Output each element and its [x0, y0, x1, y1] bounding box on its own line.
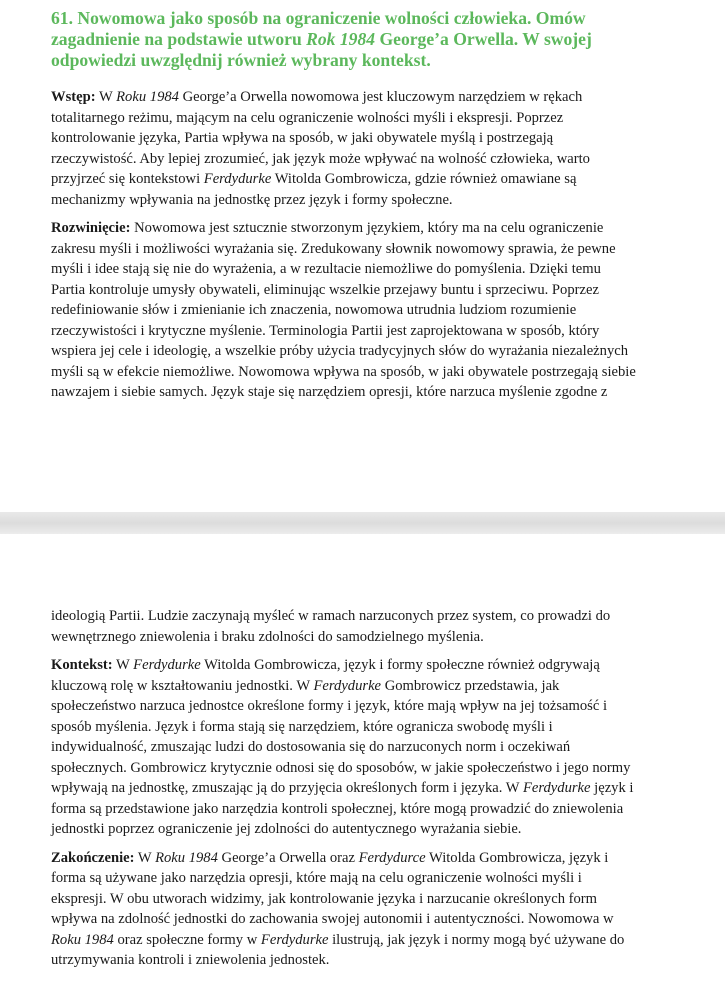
italic-title-text: Ferdydurce: [358, 849, 426, 866]
text-run: rzeczywistości i krytyczne myślenie. Terminologia Partii jest zaprojektowana w sposób, który: [51, 322, 600, 339]
text-run: Witolda Gombrowicza, język i formy społeczne również odgrywają: [200, 657, 600, 673]
text-line: [51, 717, 677, 738]
paragraph: [51, 655, 677, 840]
text-run: W: [112, 657, 134, 673]
text-run: ekspresji. W obu utworach widzimy, jak kontrolowanie języka i narzucanie określonych form: [51, 890, 598, 907]
text-run: forma są używane jako narzędzia opresji, które mają na celu ograniczenie wolności myśli i: [51, 870, 582, 886]
text-run: sposób myślenia. Język i forma stają się narzędziem, które ogranicza swobodę myśli i: [51, 718, 553, 735]
text-line: [51, 868, 677, 889]
page-separator: [0, 512, 725, 534]
text-line: [51, 950, 677, 971]
text-run: kluczową rolę w kształtowaniu jednostki. W: [51, 677, 314, 694]
text-line: [51, 341, 677, 362]
text-run: Partia kontroluje umysły obywateli, eliminując wszelkie przejawy buntu i sprzeciwu. Poprzez: [51, 281, 599, 298]
text-run: Gombrowicz przedstawia, jak: [381, 677, 560, 694]
text-run: oraz społeczne formy w: [113, 931, 261, 948]
text-run: społecznych. Gombrowicz krytycznie odnosi się do sposobów, w jakie społeczeństwo i jego normy: [51, 759, 631, 776]
text-run: redefiniowanie słów i zmienianie ich znaczenia, nowomowa utrudnia ludziom rozumienie: [51, 302, 577, 318]
title-line: [51, 50, 677, 71]
text-run: totalitarnego reżimu, mającym na celu ograniczenie wolności myśli i ekspresji. Poprzez: [51, 109, 564, 126]
italic-title-text: Roku 1984: [51, 931, 114, 948]
text-line: [51, 799, 677, 820]
text-run: nawzajem i siebie samych. Język staje się narzędziem opresji, które narzuca myślenie zgodne z: [51, 384, 608, 400]
text-run: Nowomowa jest sztucznie stworzonym językiem, który ma na celu ograniczenie: [130, 220, 604, 236]
text-run: George’a Orwella. W swojej: [375, 29, 592, 49]
text-run: myśli i idee stają się nie do wyrażenia, a w rezultacie niemożliwe do pomyślenia. Dzięki temu: [51, 261, 601, 277]
text-run: Witolda Gombrowicza, gdzie również omawiane są: [271, 171, 577, 187]
text-run: utrzymywania kontroli i zniewolenia jednostek.: [51, 952, 330, 968]
text-run: odpowiedzi uwzględnij również wybrany kontekst.: [51, 50, 431, 70]
text-line: [51, 737, 677, 758]
text-run: mechanizmy wpływania na jednostkę przez język i formy społeczne.: [51, 191, 453, 208]
text-line: [51, 778, 677, 799]
text-run: indywidualność, zmuszając ludzi do dostosowania się do narzuconych norm i oczekiwań: [51, 739, 571, 755]
paragraph: [51, 87, 677, 210]
italic-title-text: Ferdydurke: [133, 657, 201, 673]
text-run: George’a Orwella nowomowa jest kluczowym narzędziem w rękach: [178, 89, 583, 105]
text-line: [51, 239, 677, 260]
page-2-paragraphs: [51, 606, 677, 971]
section-label: Wstęp:: [51, 89, 96, 105]
text-run: język i: [590, 780, 634, 796]
text-run: zagadnienie na podstawie utworu: [51, 29, 307, 49]
italic-title-text: Ferdydurke: [203, 171, 272, 187]
text-line: [51, 889, 677, 910]
text-line: [51, 128, 677, 149]
paragraph: [51, 218, 677, 403]
text-line: [51, 362, 677, 383]
text-line: [51, 321, 677, 342]
text-line: [51, 87, 677, 108]
text-run: przyjrzeć się kontekstowi: [51, 171, 204, 187]
text-line: [51, 848, 677, 869]
text-line: [51, 190, 677, 211]
title-line: [51, 29, 677, 50]
italic-title-text: Ferdydurke: [522, 780, 591, 796]
text-line: [51, 696, 677, 717]
text-line: [51, 655, 677, 676]
paragraph: [51, 606, 677, 647]
text-run: W: [134, 849, 156, 866]
italic-title-text: Roku 1984: [155, 849, 218, 866]
text-line: [51, 169, 677, 190]
text-run: George’a Orwella oraz: [217, 849, 359, 866]
question-title: [51, 8, 677, 71]
text-run: wpływają na jednostkę, zmuszając ją do przyjęcia określonych form i języka. W: [51, 780, 523, 796]
text-line: [51, 108, 677, 129]
text-run: forma są przedstawione jako narzędzia kontroli społecznej, które mogą prowadzić do zniewolenia: [51, 800, 624, 817]
section-label: Rozwinięcie:: [51, 220, 131, 236]
text-line: [51, 280, 677, 301]
text-run: kontrolowanie języka, Partia wpływa na sposób, w jaki obywatele myślą i postrzegają: [51, 130, 554, 146]
text-line: [51, 300, 677, 321]
text-line: [51, 627, 677, 648]
text-run: wspiera jej cele i ideologię, a wszelkie próby użycia tradycyjnych słów do wyrażania niezależnych: [51, 343, 629, 359]
text-run: jednostki poprzez ograniczenie jej zdolności do autentycznego wyrażania siebie.: [51, 821, 522, 837]
text-line: [51, 758, 677, 779]
text-line: [51, 382, 677, 403]
text-line: [51, 606, 677, 627]
text-run: wpływa na zdolność jednostki do zachowania swojej autonomii i autentyczności. Nowomowa w: [51, 911, 614, 927]
italic-title-text: Roku 1984: [116, 89, 179, 105]
text-run: myśli są w efekcie niemożliwe. Nowomowa wpływa na sposób, w jaki obywatele postrzegają siebie: [51, 363, 636, 380]
text-line: [51, 259, 677, 280]
section-label: Kontekst:: [51, 657, 113, 673]
section-label: Zakończenie:: [51, 849, 135, 866]
page-1-content: [51, 8, 677, 411]
text-line: [51, 909, 677, 930]
text-run: 61. Nowomowa jako sposób na ograniczenie wolności człowieka. Omów: [51, 8, 586, 28]
italic-title-text: Ferdydurke: [313, 677, 382, 694]
text-run: zakresu myśli i możliwości wyrażania się. Zredukowany słownik nowomowy sprawia, że pewne: [51, 240, 616, 257]
text-run: ideologią Partii. Ludzie zaczynają myśleć w ramach narzuconych przez system, co prowadzi do: [51, 608, 611, 624]
text-run: Witolda Gombrowicza, język i: [425, 849, 609, 866]
text-run: W: [95, 89, 117, 105]
text-run: wewnętrznego zniewolenia i braku zdolności do samodzielnego myślenia.: [51, 628, 484, 645]
text-line: [51, 930, 677, 951]
italic-title-text: Rok 1984: [306, 29, 376, 49]
text-run: rzeczywistość. Aby lepiej zrozumieć, jak język może wpływać na wolność człowieka, warto: [51, 150, 590, 167]
text-run: ilustrują, jak język i normy mogą być używane do: [328, 931, 625, 948]
italic-title-text: Ferdydurke: [260, 931, 329, 948]
text-line: [51, 819, 677, 840]
title-line: [51, 8, 677, 29]
text-line: [51, 218, 677, 239]
text-line: [51, 676, 677, 697]
page-1-paragraphs: [51, 87, 677, 403]
page-2-content: [51, 606, 677, 979]
text-run: społeczeństwo narzuca jednostce określone formy i język, które mają wpływ na jej tożsamość i: [51, 698, 607, 714]
paragraph: [51, 848, 677, 971]
text-line: [51, 149, 677, 170]
